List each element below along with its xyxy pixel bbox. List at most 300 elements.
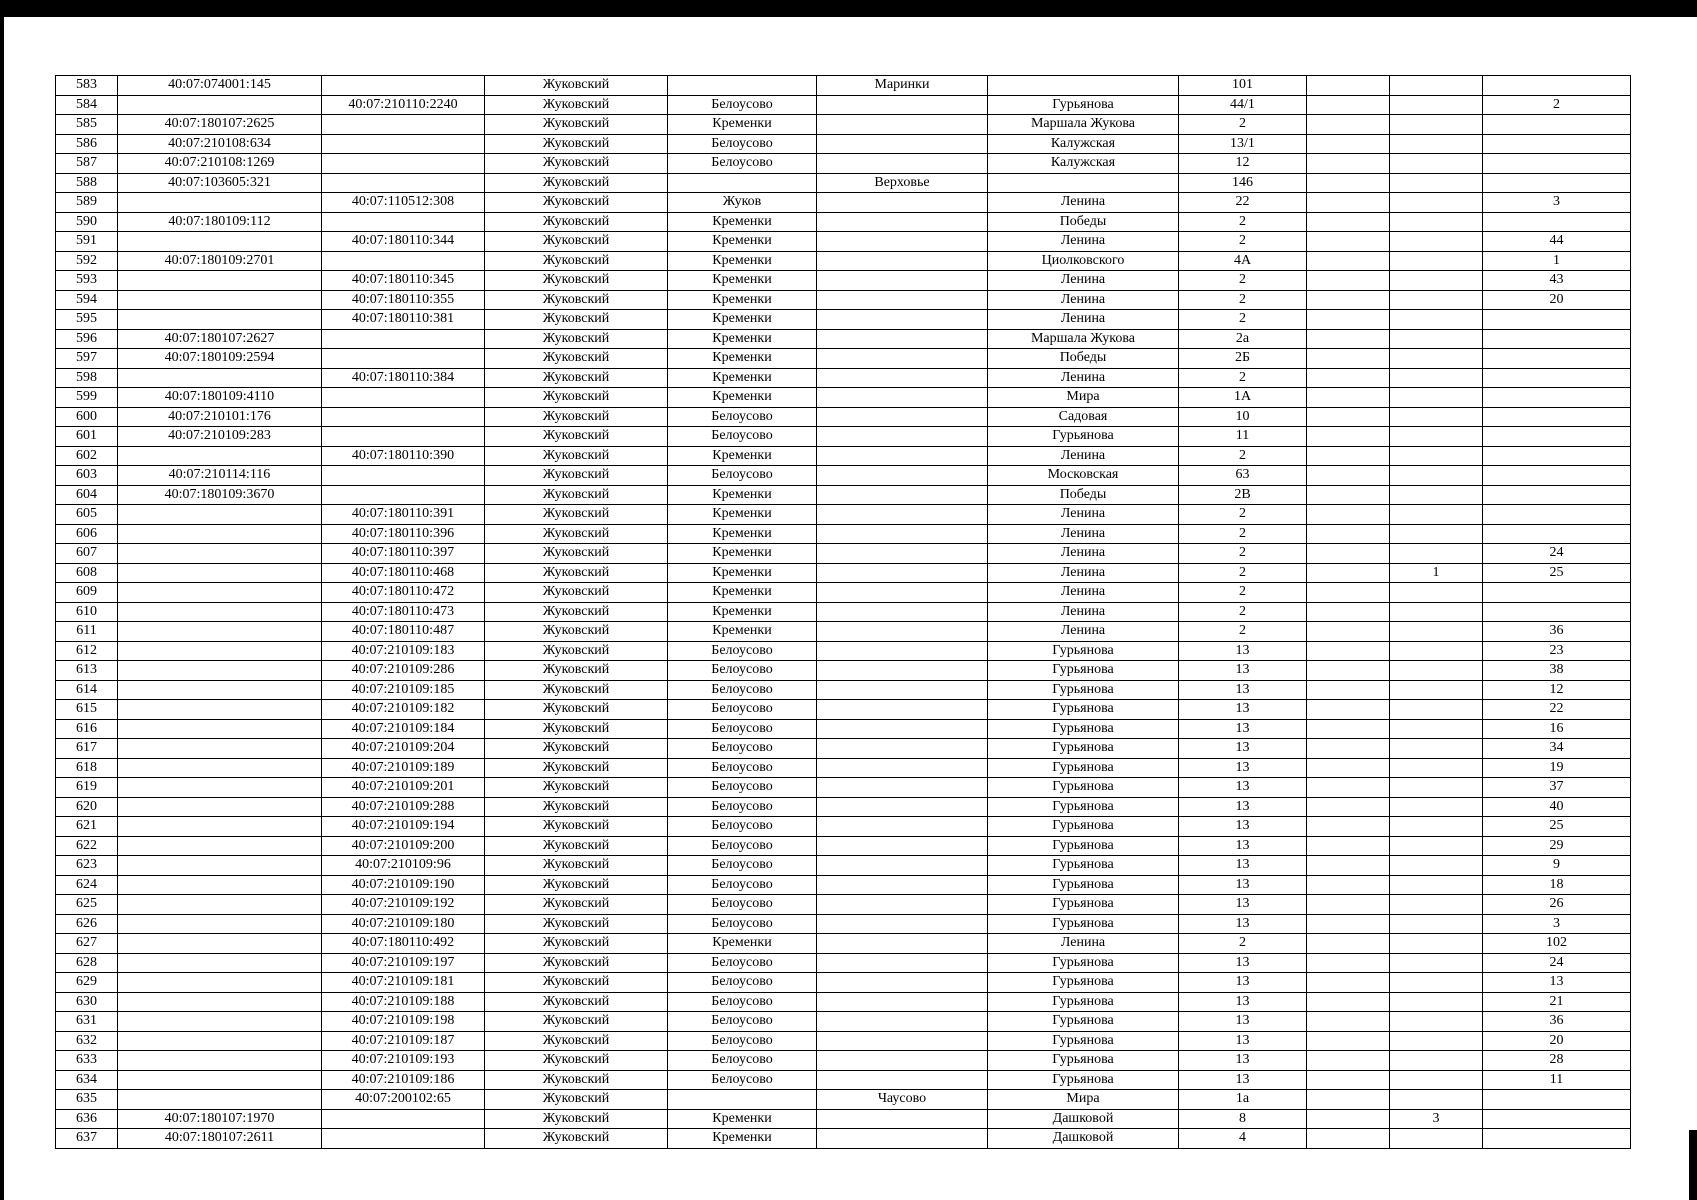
table-body [56, 76, 1631, 1149]
row-number-cell: 611 [56, 622, 118, 642]
block-cell [1390, 427, 1483, 447]
table-row [56, 76, 1631, 96]
table-row [56, 1012, 1631, 1032]
village-cell [817, 641, 988, 661]
building-cell [1307, 719, 1390, 739]
district-cell: Жуковский [485, 544, 668, 564]
settlement-cell: Кременки [668, 251, 817, 271]
street-cell: Дашковой [988, 1129, 1179, 1149]
cadastral-number-cell: 40:07:210101:176 [118, 407, 322, 427]
village-cell [817, 427, 988, 447]
building-cell [1307, 758, 1390, 778]
table-row [56, 193, 1631, 213]
block-cell [1390, 446, 1483, 466]
cadastral-number-cell [118, 875, 322, 895]
village-cell [817, 680, 988, 700]
cadastral-number-cell [118, 505, 322, 525]
apartment-cell: 23 [1483, 641, 1631, 661]
building-cell [1307, 368, 1390, 388]
table-row [56, 895, 1631, 915]
cadastral-number-cell [118, 895, 322, 915]
settlement-cell: Белоусово [668, 154, 817, 174]
settlement-cell: Кременки [668, 622, 817, 642]
settlement-cell: Кременки [668, 232, 817, 252]
cadastral-number-alt-cell: 40:07:210109:192 [322, 895, 485, 915]
block-cell [1390, 992, 1483, 1012]
village-cell [817, 758, 988, 778]
cadastral-number-alt-cell: 40:07:200102:65 [322, 1090, 485, 1110]
settlement-cell: Белоусово [668, 700, 817, 720]
house-cell: 2а [1179, 329, 1307, 349]
building-cell [1307, 232, 1390, 252]
cadastral-number-cell: 40:07:180109:4110 [118, 388, 322, 408]
house-cell: 101 [1179, 76, 1307, 96]
table-row [56, 914, 1631, 934]
apartment-cell: 22 [1483, 700, 1631, 720]
district-cell: Жуковский [485, 914, 668, 934]
apartment-cell: 102 [1483, 934, 1631, 954]
cadastral-number-alt-cell [322, 407, 485, 427]
cadastral-number-cell [118, 934, 322, 954]
cadastral-number-cell: 40:07:074001:145 [118, 76, 322, 96]
apartment-cell: 36 [1483, 622, 1631, 642]
cadastral-number-alt-cell [322, 388, 485, 408]
apartment-cell: 38 [1483, 661, 1631, 681]
cadastral-number-alt-cell: 40:07:210109:201 [322, 778, 485, 798]
street-cell: Мира [988, 1090, 1179, 1110]
apartment-cell [1483, 524, 1631, 544]
settlement-cell: Кременки [668, 1129, 817, 1149]
district-cell: Жуковский [485, 700, 668, 720]
apartment-cell: 2 [1483, 95, 1631, 115]
district-cell: Жуковский [485, 466, 668, 486]
table-row [56, 836, 1631, 856]
block-cell [1390, 505, 1483, 525]
village-cell [817, 466, 988, 486]
block-cell [1390, 368, 1483, 388]
table-row [56, 368, 1631, 388]
cadastral-number-cell [118, 914, 322, 934]
building-cell [1307, 329, 1390, 349]
cadastral-number-cell: 40:07:210108:634 [118, 134, 322, 154]
block-cell [1390, 739, 1483, 759]
street-cell: Ленина [988, 505, 1179, 525]
block-cell [1390, 290, 1483, 310]
row-number-cell: 616 [56, 719, 118, 739]
settlement-cell: Белоусово [668, 1012, 817, 1032]
cadastral-number-cell [118, 583, 322, 603]
row-number-cell: 623 [56, 856, 118, 876]
house-cell: 12 [1179, 154, 1307, 174]
block-cell [1390, 154, 1483, 174]
cadastral-number-alt-cell: 40:07:210109:186 [322, 1070, 485, 1090]
apartment-cell: 36 [1483, 1012, 1631, 1032]
apartment-cell: 20 [1483, 290, 1631, 310]
building-cell [1307, 1012, 1390, 1032]
village-cell [817, 1109, 988, 1129]
apartment-cell [1483, 1129, 1631, 1149]
cadastral-number-alt-cell: 40:07:180110:344 [322, 232, 485, 252]
building-cell [1307, 836, 1390, 856]
building-cell [1307, 661, 1390, 681]
house-cell: 63 [1179, 466, 1307, 486]
row-number-cell: 591 [56, 232, 118, 252]
village-cell [817, 310, 988, 330]
row-number-cell: 594 [56, 290, 118, 310]
building-cell [1307, 310, 1390, 330]
row-number-cell: 626 [56, 914, 118, 934]
district-cell: Жуковский [485, 329, 668, 349]
row-number-cell: 589 [56, 193, 118, 213]
district-cell: Жуковский [485, 388, 668, 408]
scan-top-border [0, 0, 1697, 17]
settlement-cell: Белоусово [668, 407, 817, 427]
settlement-cell: Белоусово [668, 914, 817, 934]
settlement-cell: Белоусово [668, 836, 817, 856]
building-cell [1307, 173, 1390, 193]
street-cell: Гурьянова [988, 1051, 1179, 1071]
block-cell [1390, 173, 1483, 193]
cadastral-number-cell [118, 563, 322, 583]
row-number-cell: 601 [56, 427, 118, 447]
cadastral-number-cell: 40:07:103605:321 [118, 173, 322, 193]
village-cell [817, 193, 988, 213]
cadastral-number-cell [118, 661, 322, 681]
village-cell [817, 524, 988, 544]
village-cell [817, 232, 988, 252]
house-cell: 2 [1179, 505, 1307, 525]
apartment-cell: 3 [1483, 193, 1631, 213]
block-cell [1390, 875, 1483, 895]
house-cell: 2 [1179, 934, 1307, 954]
row-number-cell: 609 [56, 583, 118, 603]
building-cell [1307, 739, 1390, 759]
cadastral-number-alt-cell: 40:07:180110:390 [322, 446, 485, 466]
apartment-cell [1483, 115, 1631, 135]
house-cell: 1а [1179, 1090, 1307, 1110]
district-cell: Жуковский [485, 953, 668, 973]
table-row [56, 661, 1631, 681]
street-cell: Гурьянова [988, 895, 1179, 915]
cadastral-number-cell [118, 973, 322, 993]
district-cell: Жуковский [485, 154, 668, 174]
apartment-cell: 28 [1483, 1051, 1631, 1071]
settlement-cell: Кременки [668, 505, 817, 525]
settlement-cell: Белоусово [668, 875, 817, 895]
apartment-cell [1483, 466, 1631, 486]
apartment-cell: 43 [1483, 271, 1631, 291]
settlement-cell: Кременки [668, 934, 817, 954]
village-cell: Верховье [817, 173, 988, 193]
table-row [56, 271, 1631, 291]
house-cell: 10 [1179, 407, 1307, 427]
apartment-cell: 16 [1483, 719, 1631, 739]
district-cell: Жуковский [485, 875, 668, 895]
apartment-cell [1483, 310, 1631, 330]
building-cell [1307, 1070, 1390, 1090]
house-cell: 13 [1179, 1051, 1307, 1071]
village-cell: Чаусово [817, 1090, 988, 1110]
block-cell [1390, 1070, 1483, 1090]
house-cell: 1А [1179, 388, 1307, 408]
building-cell [1307, 154, 1390, 174]
cadastral-number-cell: 40:07:180107:2611 [118, 1129, 322, 1149]
house-cell: 44/1 [1179, 95, 1307, 115]
table-row [56, 95, 1631, 115]
settlement-cell: Белоусово [668, 719, 817, 739]
settlement-cell: Белоусово [668, 758, 817, 778]
building-cell [1307, 778, 1390, 798]
row-number-cell: 621 [56, 817, 118, 837]
settlement-cell: Белоусово [668, 797, 817, 817]
building-cell [1307, 95, 1390, 115]
settlement-cell: Белоусово [668, 427, 817, 447]
settlement-cell: Белоусово [668, 778, 817, 798]
block-cell [1390, 115, 1483, 135]
cadastral-number-alt-cell [322, 115, 485, 135]
house-cell: 2 [1179, 563, 1307, 583]
row-number-cell: 631 [56, 1012, 118, 1032]
village-cell [817, 407, 988, 427]
cadastral-number-cell [118, 856, 322, 876]
apartment-cell [1483, 329, 1631, 349]
block-cell [1390, 836, 1483, 856]
house-cell: 13 [1179, 895, 1307, 915]
house-cell: 13 [1179, 992, 1307, 1012]
building-cell [1307, 856, 1390, 876]
district-cell: Жуковский [485, 251, 668, 271]
building-cell [1307, 212, 1390, 232]
settlement-cell: Белоусово [668, 992, 817, 1012]
cadastral-number-alt-cell: 40:07:180110:355 [322, 290, 485, 310]
village-cell [817, 622, 988, 642]
block-cell [1390, 1051, 1483, 1071]
row-number-cell: 608 [56, 563, 118, 583]
table-row [56, 154, 1631, 174]
district-cell: Жуковский [485, 973, 668, 993]
village-cell [817, 934, 988, 954]
street-cell: Ленина [988, 193, 1179, 213]
street-cell: Ленина [988, 446, 1179, 466]
apartment-cell [1483, 368, 1631, 388]
settlement-cell: Кременки [668, 329, 817, 349]
table-row [56, 251, 1631, 271]
cadastral-number-alt-cell: 40:07:180110:396 [322, 524, 485, 544]
cadastral-number-alt-cell: 40:07:180110:468 [322, 563, 485, 583]
cadastral-number-cell [118, 1070, 322, 1090]
house-cell: 2 [1179, 212, 1307, 232]
district-cell: Жуковский [485, 622, 668, 642]
cadastral-number-alt-cell: 40:07:210109:200 [322, 836, 485, 856]
cadastral-number-cell: 40:07:210109:283 [118, 427, 322, 447]
house-cell: 13 [1179, 700, 1307, 720]
table-row [56, 1070, 1631, 1090]
cadastral-number-cell [118, 271, 322, 291]
block-cell [1390, 719, 1483, 739]
cadastral-number-cell [118, 719, 322, 739]
cadastral-number-alt-cell [322, 349, 485, 369]
building-cell [1307, 271, 1390, 291]
cadastral-number-alt-cell: 40:07:210109:193 [322, 1051, 485, 1071]
apartment-cell [1483, 173, 1631, 193]
table-row [56, 934, 1631, 954]
street-cell: Гурьянова [988, 797, 1179, 817]
block-cell [1390, 1012, 1483, 1032]
apartment-cell: 25 [1483, 563, 1631, 583]
house-cell: 13 [1179, 1031, 1307, 1051]
cadastral-number-alt-cell: 40:07:180110:472 [322, 583, 485, 603]
district-cell: Жуковский [485, 115, 668, 135]
street-cell: Ленина [988, 310, 1179, 330]
district-cell: Жуковский [485, 856, 668, 876]
cadastral-number-alt-cell [322, 154, 485, 174]
block-cell: 3 [1390, 1109, 1483, 1129]
settlement-cell: Кременки [668, 349, 817, 369]
row-number-cell: 619 [56, 778, 118, 798]
settlement-cell: Кременки [668, 271, 817, 291]
row-number-cell: 612 [56, 641, 118, 661]
village-cell [817, 719, 988, 739]
apartment-cell [1483, 134, 1631, 154]
block-cell [1390, 388, 1483, 408]
cadastral-number-cell: 40:07:180107:2625 [118, 115, 322, 135]
settlement-cell: Белоусово [668, 95, 817, 115]
settlement-cell: Белоусово [668, 1031, 817, 1051]
apartment-cell [1483, 583, 1631, 603]
table-row [56, 1051, 1631, 1071]
settlement-cell: Белоусово [668, 661, 817, 681]
block-cell: 1 [1390, 563, 1483, 583]
district-cell: Жуковский [485, 719, 668, 739]
cadastral-number-cell [118, 524, 322, 544]
settlement-cell: Кременки [668, 563, 817, 583]
row-number-cell: 637 [56, 1129, 118, 1149]
cadastral-number-cell [118, 368, 322, 388]
apartment-cell [1483, 1090, 1631, 1110]
cadastral-number-alt-cell: 40:07:210109:189 [322, 758, 485, 778]
table-row [56, 817, 1631, 837]
row-number-cell: 618 [56, 758, 118, 778]
row-number-cell: 602 [56, 446, 118, 466]
cadastral-number-alt-cell: 40:07:180110:381 [322, 310, 485, 330]
district-cell: Жуковский [485, 778, 668, 798]
cadastral-number-alt-cell [322, 329, 485, 349]
village-cell [817, 154, 988, 174]
village-cell [817, 836, 988, 856]
block-cell [1390, 934, 1483, 954]
apartment-cell: 40 [1483, 797, 1631, 817]
building-cell [1307, 973, 1390, 993]
house-cell: 13 [1179, 914, 1307, 934]
street-cell: Гурьянова [988, 641, 1179, 661]
row-number-cell: 615 [56, 700, 118, 720]
district-cell: Жуковский [485, 349, 668, 369]
apartment-cell: 13 [1483, 973, 1631, 993]
block-cell [1390, 700, 1483, 720]
district-cell: Жуковский [485, 95, 668, 115]
cadastral-number-cell [118, 817, 322, 837]
street-cell: Калужская [988, 154, 1179, 174]
table-row [56, 641, 1631, 661]
apartment-cell: 44 [1483, 232, 1631, 252]
row-number-cell: 588 [56, 173, 118, 193]
village-cell [817, 875, 988, 895]
cadastral-number-cell [118, 193, 322, 213]
row-number-cell: 624 [56, 875, 118, 895]
settlement-cell: Белоусово [668, 856, 817, 876]
table-row [56, 388, 1631, 408]
house-cell: 2 [1179, 290, 1307, 310]
district-cell: Жуковский [485, 1129, 668, 1149]
district-cell: Жуковский [485, 563, 668, 583]
table-row [56, 1109, 1631, 1129]
table-row [56, 797, 1631, 817]
village-cell [817, 446, 988, 466]
village-cell [817, 953, 988, 973]
settlement-cell: Белоусово [668, 466, 817, 486]
street-cell: Гурьянова [988, 856, 1179, 876]
street-cell: Гурьянова [988, 95, 1179, 115]
district-cell: Жуковский [485, 173, 668, 193]
cadastral-number-alt-cell: 40:07:180110:397 [322, 544, 485, 564]
cadastral-number-alt-cell: 40:07:210109:197 [322, 953, 485, 973]
house-cell: 13 [1179, 953, 1307, 973]
street-cell: Победы [988, 212, 1179, 232]
cadastral-number-alt-cell: 40:07:180110:487 [322, 622, 485, 642]
apartment-cell: 25 [1483, 817, 1631, 837]
apartment-cell [1483, 349, 1631, 369]
district-cell: Жуковский [485, 836, 668, 856]
cadastral-number-alt-cell: 40:07:210109:187 [322, 1031, 485, 1051]
block-cell [1390, 485, 1483, 505]
building-cell [1307, 641, 1390, 661]
table-row [56, 700, 1631, 720]
apartment-cell [1483, 485, 1631, 505]
village-cell [817, 700, 988, 720]
village-cell [817, 778, 988, 798]
building-cell [1307, 407, 1390, 427]
row-number-cell: 593 [56, 271, 118, 291]
house-cell: 13 [1179, 875, 1307, 895]
settlement-cell: Кременки [668, 583, 817, 603]
block-cell [1390, 76, 1483, 96]
building-cell [1307, 251, 1390, 271]
block-cell [1390, 407, 1483, 427]
row-number-cell: 620 [56, 797, 118, 817]
table-row [56, 992, 1631, 1012]
district-cell: Жуковский [485, 583, 668, 603]
cadastral-number-alt-cell [322, 173, 485, 193]
district-cell: Жуковский [485, 232, 668, 252]
village-cell [817, 563, 988, 583]
street-cell: Ленина [988, 368, 1179, 388]
apartment-cell [1483, 1109, 1631, 1129]
district-cell: Жуковский [485, 1109, 668, 1129]
house-cell: 13 [1179, 836, 1307, 856]
table-row [56, 212, 1631, 232]
table-row [56, 778, 1631, 798]
village-cell [817, 115, 988, 135]
block-cell [1390, 544, 1483, 564]
table-row [56, 427, 1631, 447]
apartment-cell: 26 [1483, 895, 1631, 915]
cadastral-number-cell [118, 622, 322, 642]
house-cell: 13 [1179, 739, 1307, 759]
apartment-cell: 18 [1483, 875, 1631, 895]
apartment-cell: 24 [1483, 953, 1631, 973]
block-cell [1390, 622, 1483, 642]
village-cell [817, 583, 988, 603]
